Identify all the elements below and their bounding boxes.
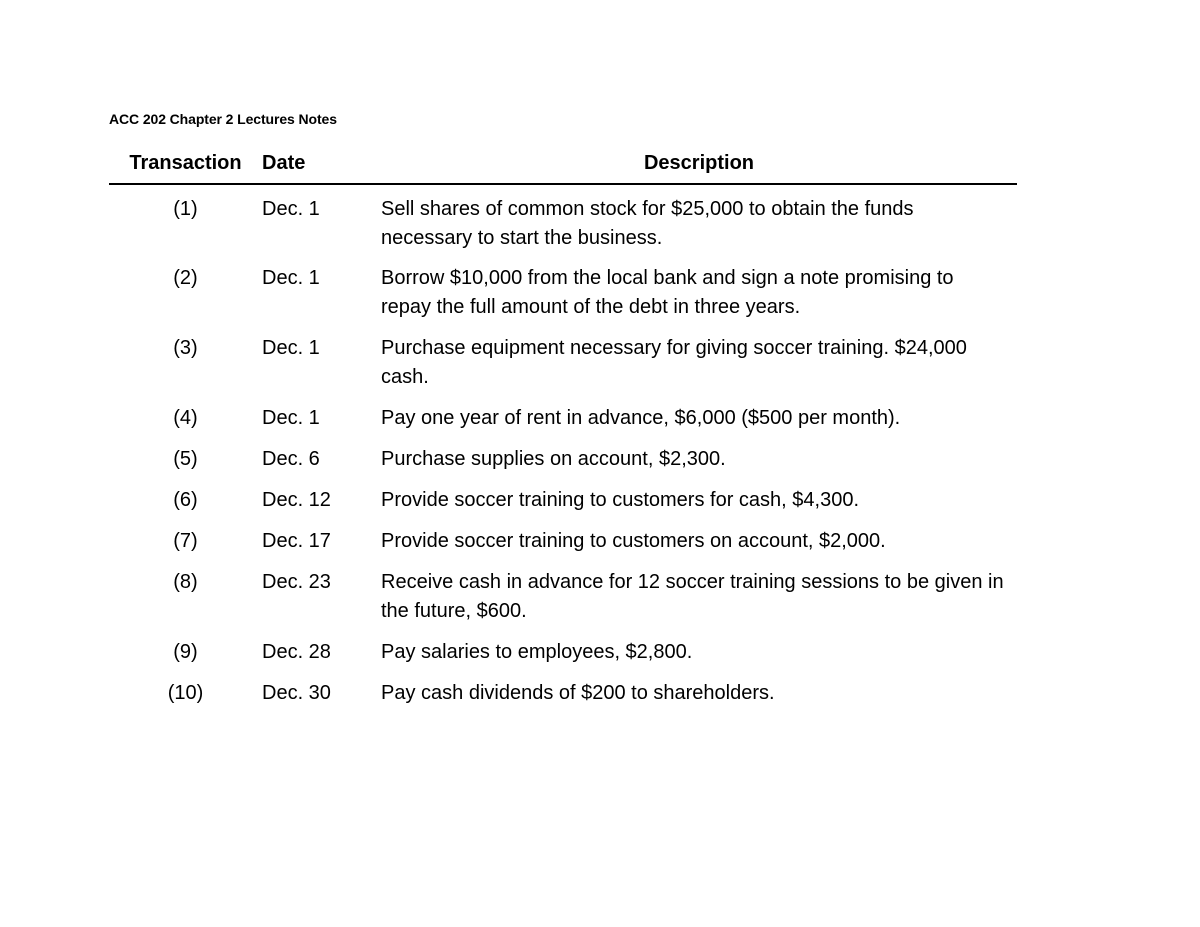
table-row (109, 184, 1017, 254)
transaction-date: Dec. 17 (262, 530, 331, 552)
transaction-description: Provide soccer training to customers on account, $2,000. (381, 530, 886, 552)
transaction-date: Dec. 12 (262, 489, 331, 511)
table-row (109, 517, 1017, 558)
transaction-date: Dec. 1 (262, 407, 320, 429)
table-row (109, 558, 1017, 628)
transaction-number: (8) (173, 571, 198, 593)
transaction-number: (6) (173, 489, 198, 511)
table-row (109, 394, 1017, 435)
transaction-number: (9) (173, 641, 198, 663)
transaction-date: Dec. 1 (262, 337, 320, 359)
table-row (109, 628, 1017, 669)
table-row (109, 476, 1017, 517)
transaction-description: Purchase supplies on account, $2,300. (381, 448, 726, 470)
transaction-date: Dec. 6 (262, 448, 320, 470)
header-date: Date (262, 152, 381, 184)
header-transaction: Transaction (109, 152, 262, 184)
header-description: Description (381, 152, 1017, 184)
transaction-number: (1) (173, 198, 198, 220)
transaction-date: Dec. 28 (262, 641, 331, 663)
transaction-description: Pay salaries to employees, $2,800. (381, 641, 693, 663)
transactions-table (109, 152, 1017, 710)
transaction-number: (7) (173, 530, 198, 552)
transaction-description: Pay cash dividends of $200 to shareholders. (381, 682, 775, 704)
table-row (109, 435, 1017, 476)
transaction-date: Dec. 23 (262, 571, 331, 593)
table-row (109, 254, 1017, 324)
transaction-description: Purchase equipment necessary for giving soccer training. $24,000 cash. (381, 337, 967, 388)
table-header-row (109, 152, 1017, 184)
transaction-date: Dec. 1 (262, 198, 320, 220)
transaction-number: (5) (173, 448, 198, 470)
transaction-number: (10) (167, 682, 204, 704)
transaction-date: Dec. 1 (262, 267, 320, 289)
transaction-description: Provide soccer training to customers for cash, $4,300. (381, 489, 860, 511)
transaction-number: (2) (173, 267, 198, 289)
transaction-description: Receive cash in advance for 12 soccer training sessions to be given in the future, $600. (381, 571, 1004, 622)
document-title: ACC 202 Chapter 2 Lectures Notes (109, 111, 337, 127)
transaction-description: Pay one year of rent in advance, $6,000 ($500 per month). (381, 407, 901, 429)
transaction-description: Sell shares of common stock for $25,000 to obtain the funds necessary to start the business. (381, 198, 914, 249)
transaction-date: Dec. 30 (262, 682, 331, 704)
transaction-number: (3) (173, 337, 198, 359)
table-row (109, 324, 1017, 394)
transaction-number: (4) (173, 407, 198, 429)
table-row (109, 669, 1017, 710)
transaction-description: Borrow $10,000 from the local bank and sign a note promising to repay the full amount of the debt in three years. (381, 267, 954, 318)
